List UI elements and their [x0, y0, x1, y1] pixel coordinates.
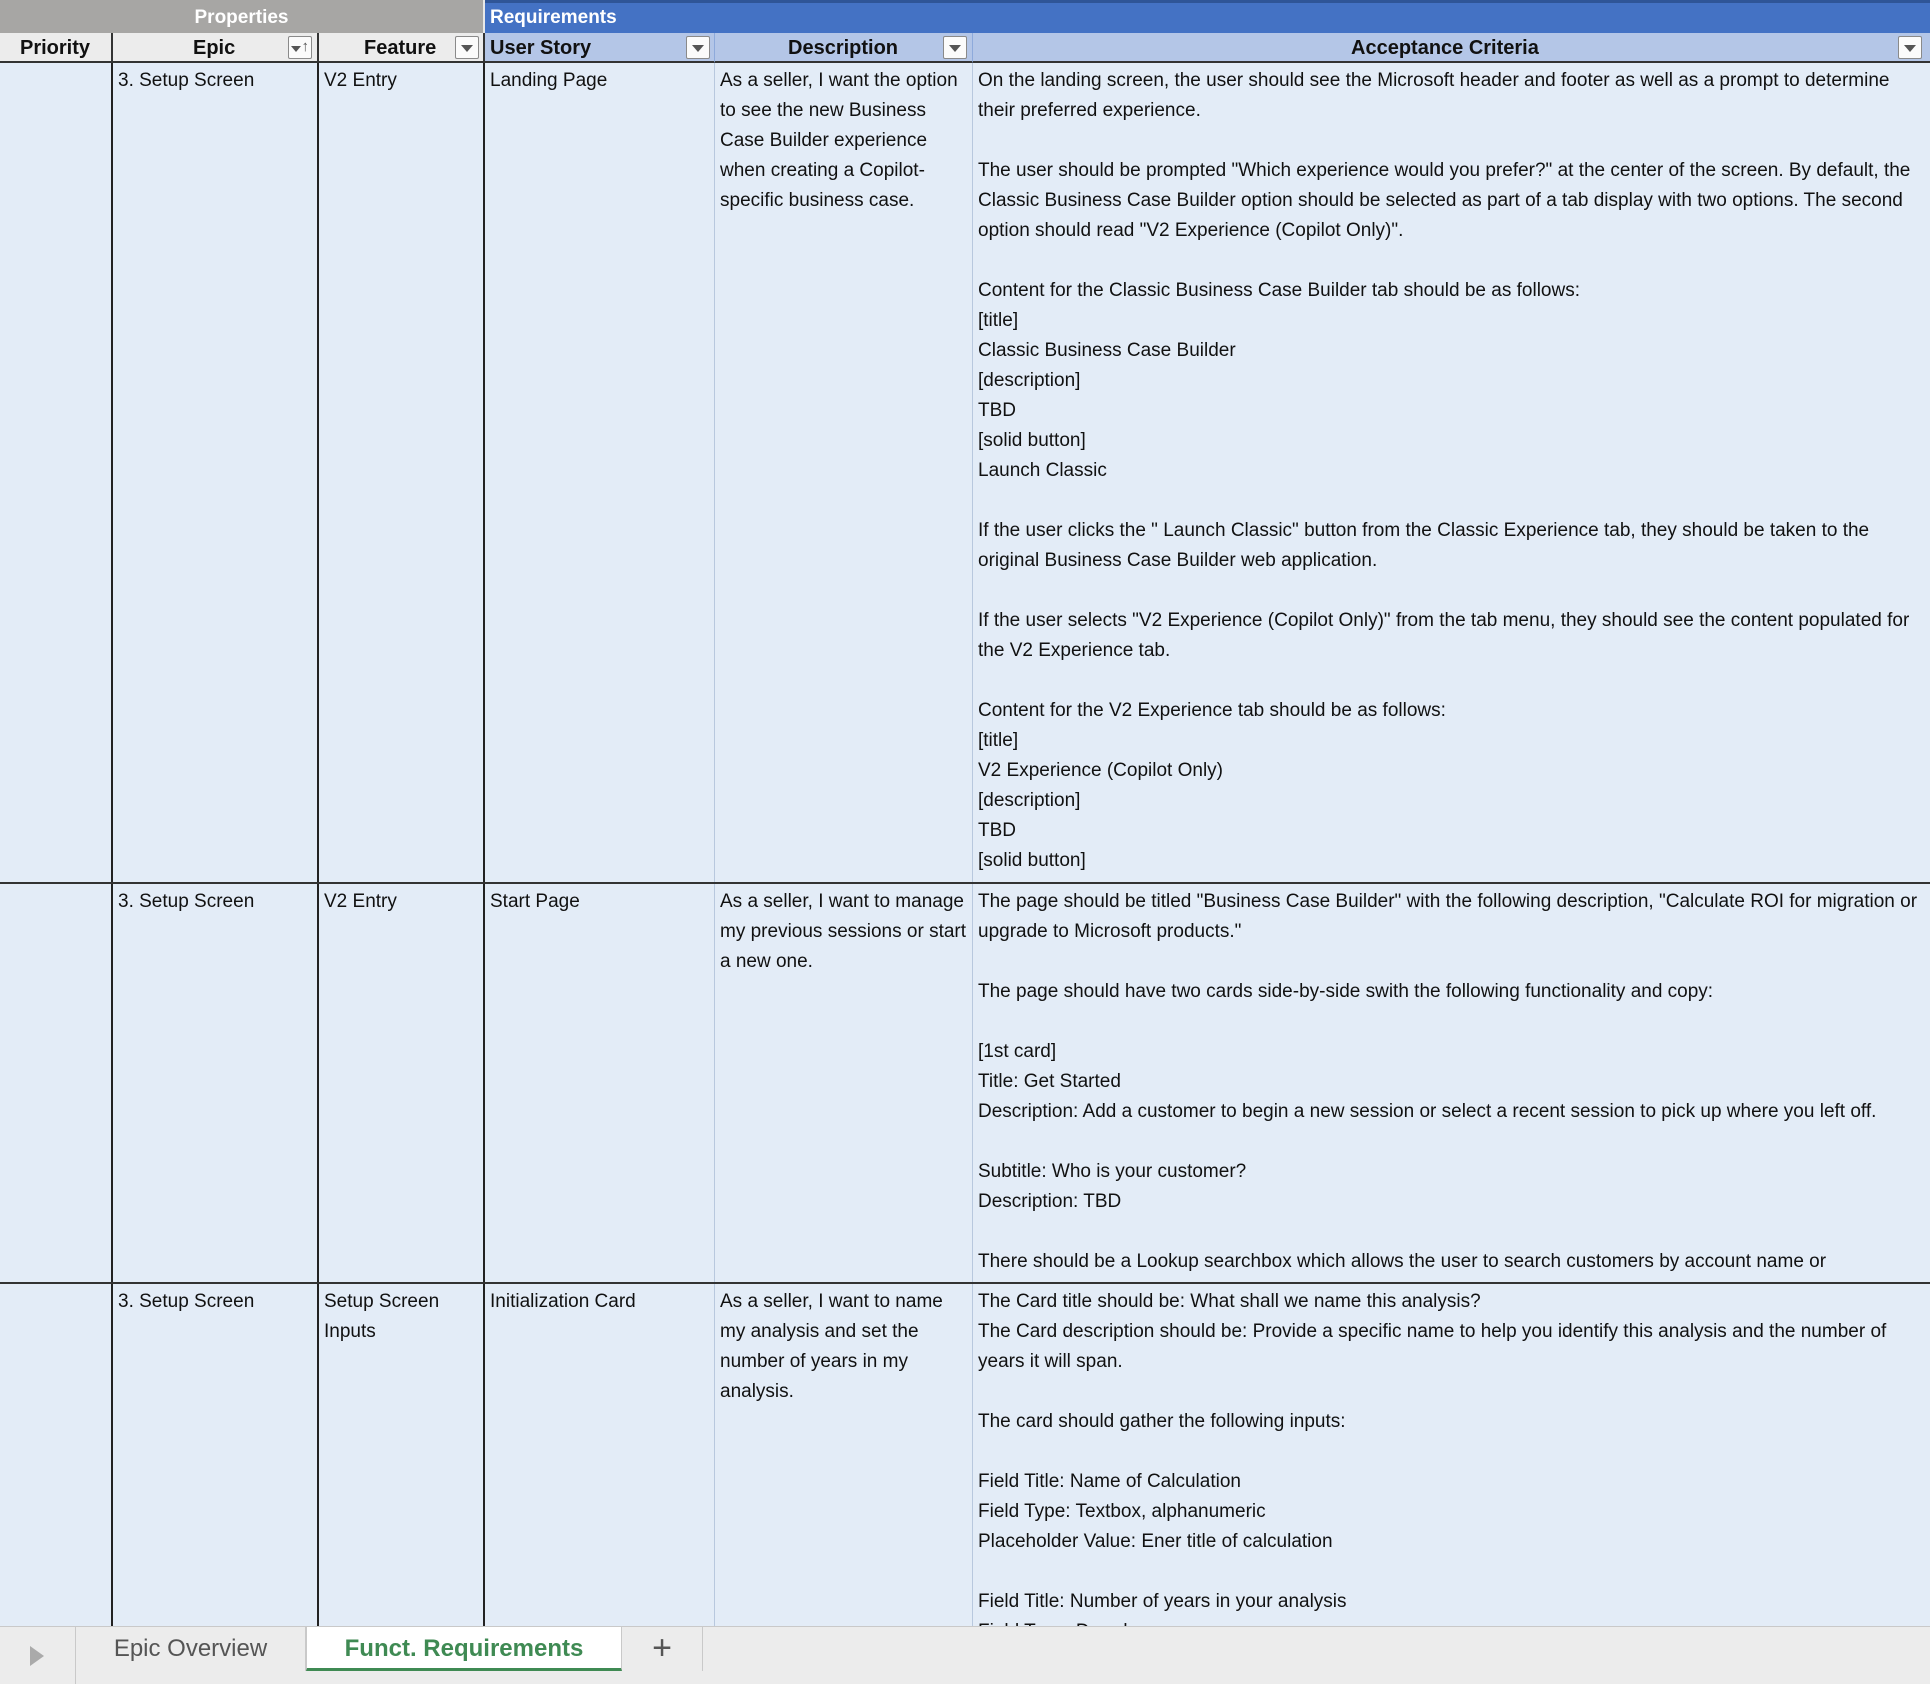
table-row[interactable] [0, 63, 1930, 884]
group-header-properties: Properties [0, 0, 485, 33]
cell-user-story[interactable]: Start Page [485, 884, 715, 1282]
cell-epic[interactable]: 3. Setup Screen [113, 1284, 319, 1684]
column-header-label: User Story [490, 37, 592, 59]
column-header-label: Acceptance Criteria [1351, 37, 1539, 59]
sheet-tab-funct-requirements[interactable]: Funct. Requirements [306, 1627, 622, 1671]
sheet-tab-bar [0, 1626, 1930, 1684]
cell-epic[interactable]: 3. Setup Screen [113, 63, 319, 882]
cell-acceptance-criteria[interactable]: The page should be titled "Business Case Builder" with the following description, "Calculate ROI for migration or upgrade to Microsoft products." The page should have two cards side-by-side swith the following functionality and copy: [1st card] Title: Get Started Description: Add a customer to begin a new session or select a recent session to pick up where you left off. Subtitle: Who is your customer? Description: TBD There should be a Lookup searchbox which allows the user to search customers by account name or [978, 891, 1918, 1272]
column-header-label: Epic [193, 37, 236, 59]
filter-dropdown-icon[interactable] [686, 36, 710, 59]
column-header-label: Priority [20, 37, 91, 59]
cell-user-story[interactable]: Landing Page [485, 63, 715, 882]
add-sheet-plus-icon[interactable]: + [622, 1627, 703, 1671]
group-header-requirements: Requirements [485, 0, 1930, 33]
cell-acceptance-criteria[interactable]: The Card title should be: What shall we name this analysis? The Card description should be: Provide a specific name to help you identify this analysis and the number of years it will span. The card should gather the following inputs: Field Title: Name of Calculation Field Type: Textbox, alphanumeric Placeholder Value: Ener title of calculation Field Title: Number of years in your analysis [978, 1291, 1887, 1612]
filter-sort-ascending-icon[interactable]: ↑ [288, 36, 312, 59]
column-header-epic[interactable] [113, 33, 319, 63]
cell-priority[interactable] [0, 63, 113, 882]
cell-user-story[interactable]: Initialization Card [485, 1284, 715, 1684]
column-header-acceptance-criteria[interactable] [973, 33, 1930, 63]
cell-feature[interactable]: Setup Screen Inputs [319, 1284, 485, 1684]
filter-dropdown-icon[interactable] [455, 36, 479, 59]
cell-description[interactable]: As a seller, I want to manage my previous sessions or start a new one. [715, 884, 973, 1282]
column-header-description[interactable] [715, 33, 973, 63]
play-arrow-icon [28, 1645, 46, 1667]
filter-dropdown-icon[interactable] [1898, 36, 1922, 59]
table-row[interactable] [0, 1284, 1930, 1684]
filter-dropdown-icon[interactable] [943, 36, 967, 59]
column-header-feature[interactable] [319, 33, 485, 63]
cell-description[interactable]: As a seller, I want the option to see the new Business Case Builder experience when creating a Copilot-specific business case. [715, 63, 973, 882]
column-header-label: Feature [364, 37, 437, 59]
cell-epic[interactable]: 3. Setup Screen [113, 884, 319, 1282]
cell-feature[interactable]: V2 Entry [319, 884, 485, 1282]
column-header-label: Description [788, 37, 899, 59]
table-row[interactable] [0, 884, 1930, 1284]
sheet-tab-epic-overview[interactable]: Epic Overview [76, 1627, 306, 1671]
cell-priority[interactable] [0, 1284, 113, 1684]
cell-description[interactable]: As a seller, I want to name my analysis and set the number of years in my analysis. [715, 1284, 973, 1684]
cell-acceptance-criteria[interactable]: On the landing screen, the user should see the Microsoft header and footer as well as a prompt to determine their preferred experience. The user should be prompted "Which experience would you prefer?" at the center of the screen. By default, the Classic Business Case Builder option should be selected as part of a tab display with two options. The second option should read "V2 Experience (Copilot Only)". Content for the Classic Business Case Builder tab should be as follows: [title] Classic Business Case Builder [description] TBD [solid button] Launch Classic If the user clicks the " Launch Classic" button from the Classic Experience tab, they should be taken to the original Business Case Builder web application. If the user selects "V2 Experience (Copilot Only)" from the tab menu, they should see the content populated for the V2 Experience tab. Content for the V2 Experience tab should be as follows: [title] V2 Experience (Copilot Only) [description] TBD [solid button] [978, 70, 1911, 871]
cell-feature[interactable]: V2 Entry [319, 63, 485, 882]
column-header-user-story[interactable] [485, 33, 715, 63]
column-header-priority[interactable] [0, 33, 113, 63]
sheet-scroll-button[interactable] [0, 1627, 76, 1684]
cell-priority[interactable] [0, 884, 113, 1282]
